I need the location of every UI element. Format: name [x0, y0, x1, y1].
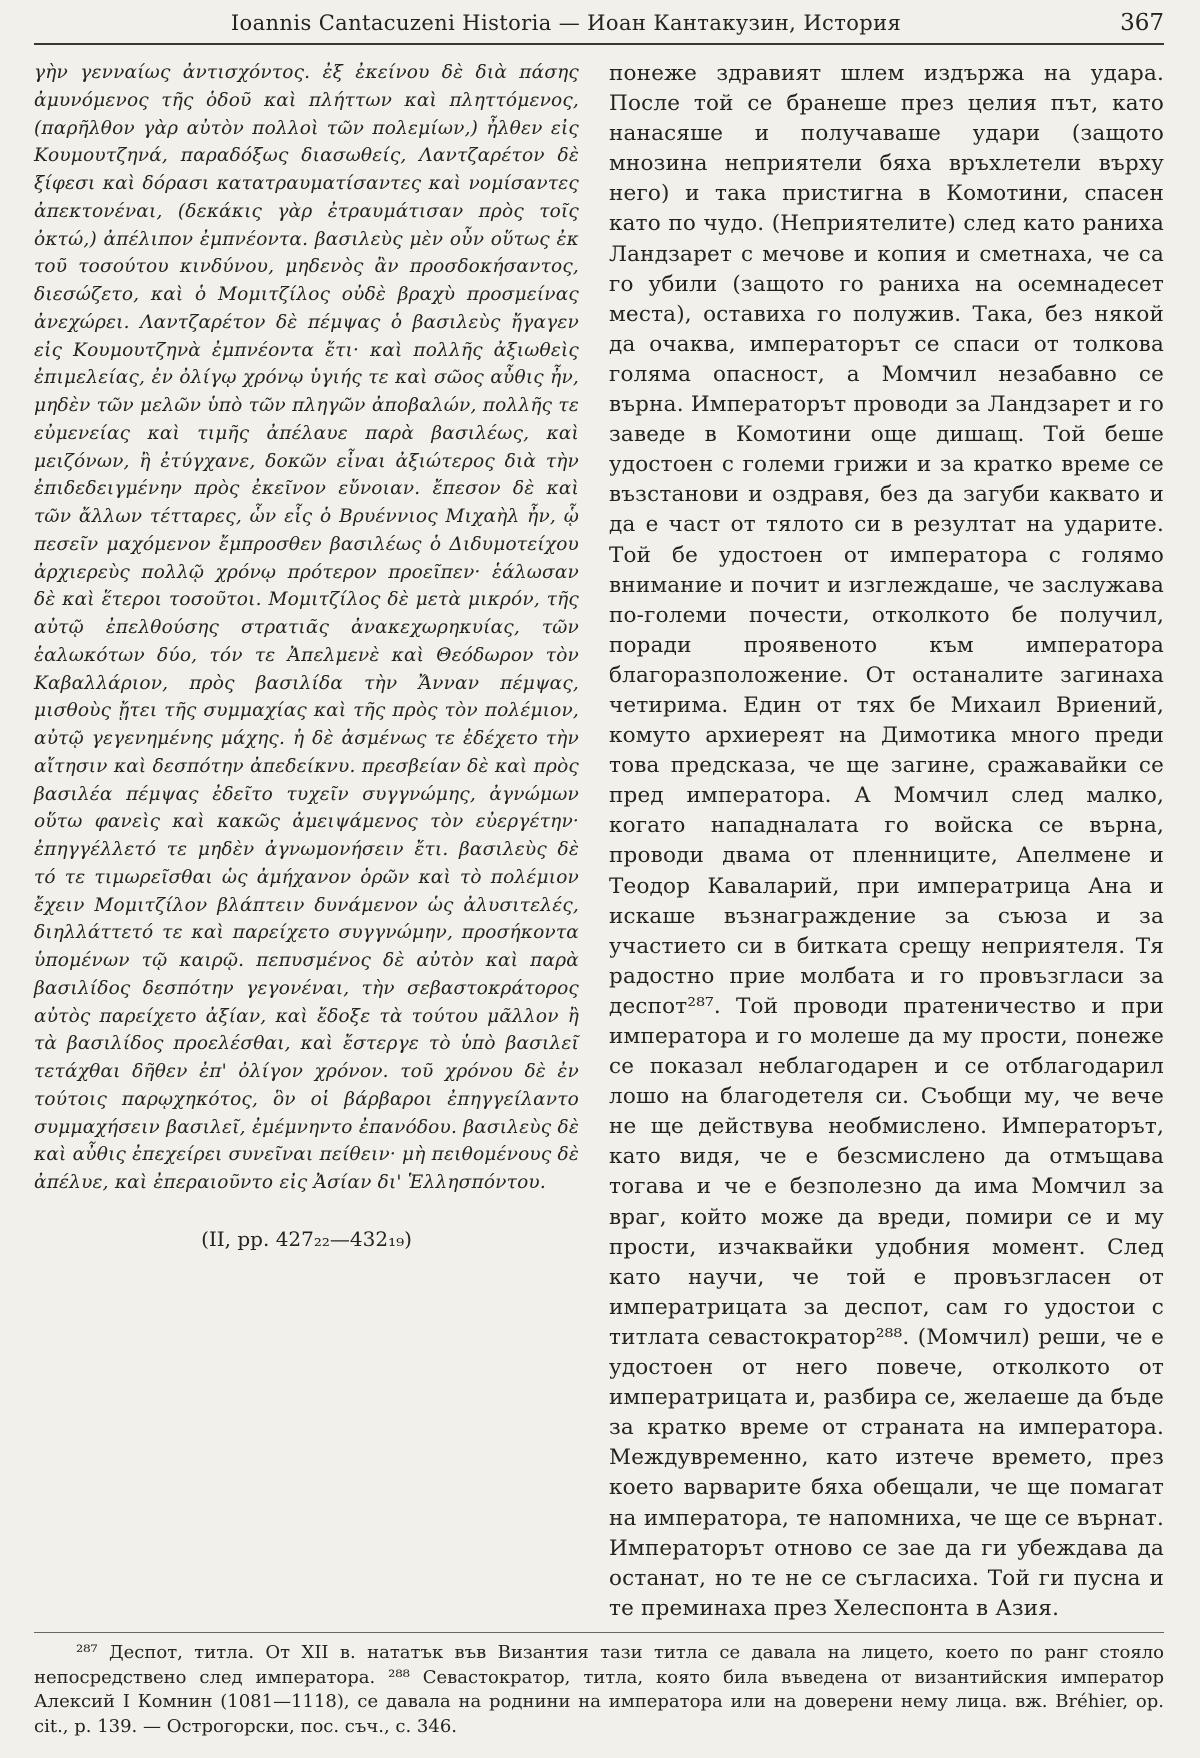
source-citation: (II, pp. 427₂₂—432₁₉) [201, 1226, 412, 1251]
bulgarian-translation-text: понеже здравият шлем издържа на удара. После той се бранеше през целия път, като нанасяше и получаваше удари (защото мнозина неприятели бяха връхлетели върху него) и така пристигна в Комотини, спасен като по чудо. (Неприятелите) след като раниха Ландзарет с мечове и копия и сметнаха, че са го убили (защото го раниха на осемнадесет места), оставиха го полужив. Така, без някой да очаква, императорът се спаси от толкова голяма опасност, а Момчил незабавно се върна. Императорът проводи за Ландзарет и го заведе в Комотини още дишащ. Той беше удостоен с големи грижи и за кратко време се възстанови и оздравя, без да загуби каквато и да е част от тялото си в резултат на ударите. Той бе удостоен от императора с голямо внимание и почит и изглеждаше, че заслужава по-големи почести, отколкото бе получил, поради проявеното към императора благоразположение. От останалите загинаха четирима. Един от тях бе Михаил Вриений, комуто архиереят на Димотика много преди това предсказа, че ще загине, сражавайки се пред императора. А Момчил след малко, когато нападналата го войска се върна, проводи двама от пленниците, Апелмене и Теодор Каваларий, при императрица Ана и искаше възнаграждение за съюза и за участието си в битката срещу неприятеля. Тя радостно прие молбата и го провъзгласи за деспот²⁸⁷. Той проводи пратеничество и при императора и го молеше да му прости, понеже се показал неблагодарен и се отблагодарил лошо на благодетеля си. Съобщи му, че вече не ще действува необмислено. Императорът, като видя, че е безсмислено да отмъщава тогава и че е безполезно да има Момчил за враг, който може да вреди, помири се и му прости, изчаквайки удобния момент. След като научи, че той е провъзгласен от императрицата за деспот, сам го удостои с титлата севастократор²⁸⁸. (Момчил) реши, че е удостоен от него повече, отколкото от императрицата и, разбира се, желаеше да бъде за кратко време от страната на императора. Междувременно, като изтече времето, през което варварите бяха обещали, че ще помагат на императора, те напомниха, че ще се върнат. Императорът отново се зае да ги убеждава да останат, но те не се съгласиха. Той ги пусна и те преминаха през Хелеспонта в Азия. [609, 61, 1164, 1621]
greek-text-column [34, 59, 579, 1624]
text-columns [34, 59, 1164, 1624]
greek-source-text: γὴν γενναίως ἀντισχόντος. ἐξ ἐκείνου δὲ διὰ πάσης ἀμυνόμενος τῆς ὁδοῦ καὶ πλήττων καὶ πληττόμενος, (παρῆλθον γὰρ αὐτὸν πολλοὶ τῶν πολεμίων,) ἦλθεν εἰς Κουμουτζηνά, παραδόξως διασωθείς, Λαντζαρέτον δὲ ξίφεσι καὶ δόρασι κατατραυματίσαντες καὶ νομίσαντες ἀπεκτονέναι, (δεκάκις γὰρ ἐτραυμάτισαν πρὸς τοῖς ὀκτώ,) ἀπέλιπον ἐμπνέοντα. βασιλεὺς μὲν οὖν οὕτως ἐκ τοῦ τοσούτου κινδύνου, μηδενὸς ἂν προσδοκήσαντος, διεσώζετο, καὶ ὁ Μομιτζίλος οὐδὲ βραχὺ προσμείνας ἀνεχώρει. Λαντζαρέτον δὲ πέμψας ὁ βασιλεὺς ἤγαγεν εἰς Κουμουτζηνὰ ἐμπνέοντα ἔτι· καὶ πολλῆς ἀξιωθεὶς ἐπιμελείας, ἐν ὀλίγῳ χρόνῳ ὑγιής τε καὶ σῶος αὖθις ἦν, μηδὲν τῶν μελῶν ὑπὸ τῶν πληγῶν ἀποβαλών, πολλῆς τε εὐμενείας καὶ τιμῆς ἀπέλαυε παρὰ βασιλέως, καὶ μειζόνων, ἢ ἐτύγχανε, δοκῶν εἶναι ἀξιώτερος διὰ τὴν ἐπιδεδειγμένην πρὸς ἐκεῖνον εὔνοιαν. ἔπεσον δὲ καὶ τῶν ἄλλων τέτταρες, ὧν εἷς ὁ Βρυέννιος Μιχαὴλ ἦν, ᾧ πεσεῖν μαχόμενον ἔμπροσθεν βασιλέως ὁ Διδυμοτείχου ἀρχιερεὺς πολλῷ χρόνῳ πρότερον προεῖπεν· ἑάλωσαν δὲ καὶ ἕτεροι τοσοῦτοι. Μομιτζίλος δὲ μετὰ μικρόν, τῆς αὐτῷ ἐπελθούσης στρατιᾶς ἀνακεχωρηκυίας, τῶν ἑαλωκότων δύο, τόν τε Ἀπελμενὲ καὶ Θεόδωρον τὸν Καβαλλάριον, πρὸς βασιλίδα τὴν Ἄνναν πέμψας, μισθοὺς ᾔτει τῆς συμμαχίας καὶ τῆς πρὸς τὸν πολέμιον, αὐτῷ γεγενημένης μάχης. ἡ δὲ ἀσμένως τε ἐδέχετο τὴν αἴτησιν καὶ δεσπότην ἀπεδείκνυ. πρεσβείαν δὲ καὶ πρὸς βασιλέα πέμψας ἐδεῖτο τυχεῖν συγγνώμης, ἀγνώμων οὕτω φανεὶς καὶ κακῶς ἀμειψάμενος τὸν εὐεργέτην· ἐπηγγέλλετό τε μηδὲν ἀγνωμονήσειν ἔτι. βασιλεὺς δὲ τό τε τιμωρεῖσθαι ὡς ἀμήχανον ὁρῶν καὶ τὸ πολέμιον ἔχειν Μομιτζίλον βλάπτειν δυνάμενον ὡς ἀλυσιτελές, διηλλάττετό τε καὶ παρείχετο συγγνώμην, προσήκοντα ὑπομένων τῷ καιρῷ. πεπυσμένος δὲ αὐτὸν καὶ παρὰ βασιλίδος δεσπότην γεγονέναι, τὴν σεβαστοκράτορος αὐτὸς παρείχετο ἀξίαν, καὶ ἔδοξε τὰ τούτου μᾶλλον ἢ τὰ βασιλίδος προελέσθαι, καὶ ἔστεργε τὸ ὑπὸ βασιλεῖ τετάχθαι δῆθεν ἐπ' ὀλίγον χρόνον. τοῦ χρόνου δὲ ἐν τούτοις παρῳχηκότος, ὃν οἱ βάρβαροι ἐπηγγείλαντο συμμαχήσειν βασιλεῖ, ἐμέμνηντο ἐπανόδου. βασιλεὺς δὲ καὶ αὖθις ἐπεχείρει συνεῖναι πείθειν· μὴ πειθομένους δὲ ἀπέλυε, καὶ ἐπεραιοῦντο εἰς Ἀσίαν δι' Ἑλλησπόντου. [34, 62, 579, 1193]
bulgarian-translation-column [609, 59, 1164, 1624]
footnote-text: ²⁸⁷ Деспот, титла. От XII в. нататък във Византия тази титла се давала на лицето, което по ранг стояло непосредствено след императора. ²⁸⁸ Севастократор, титла, която била въведена от византийския император Алексий I Комнин (1081—1118), се давала на роднини на императора или на доверени нему лица. вж. Bréhier, op. cit., p. 139. — Острогорски, пос. съч., с. 346. [34, 1641, 1164, 1738]
page-header [34, 10, 1164, 45]
footnotes-section [34, 1632, 1164, 1740]
page-number: 367 [1120, 10, 1164, 36]
running-title: Ioannis Cantacuzeni Historia — Иоан Кантакузин, История [230, 11, 902, 35]
